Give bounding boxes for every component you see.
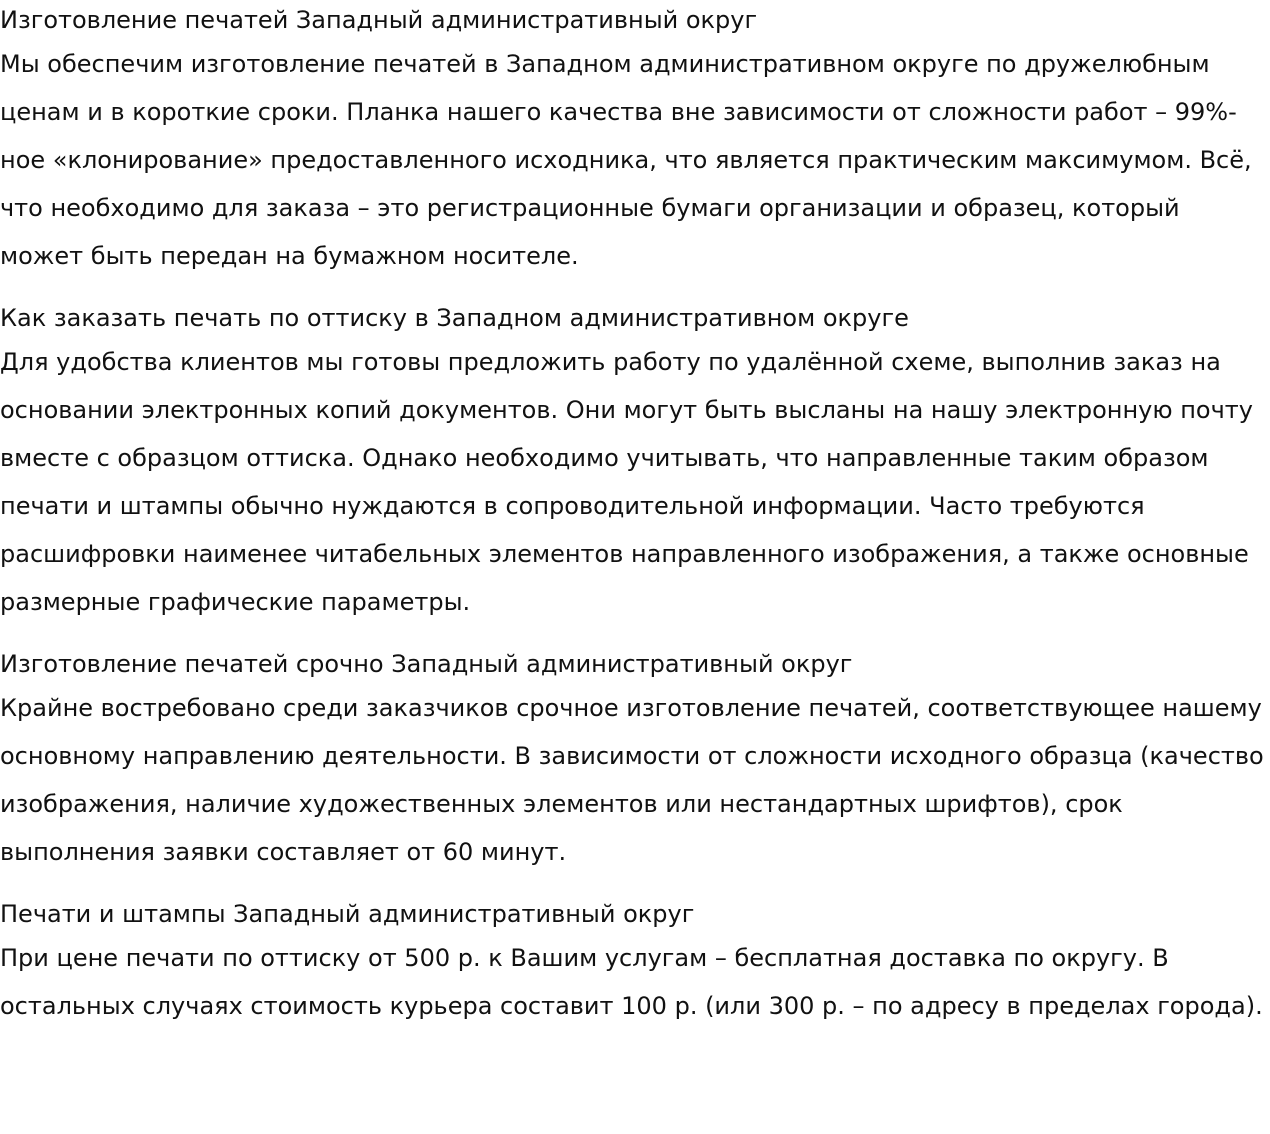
section-paragraph: Для удобства клиентов мы готовы предложить работу по удалённой схеме, выполнив заказ на основании электронных копий документов. Они могут быть высланы на нашу электронную почту вместе с образцом оттиска. Однако необходимо учитывать, что направленные таким образом печати и штампы обычно нуждаются в сопроводительной информации. Часто требуются расшифровки наименее читабельных элементов направленного изображения, а также основные размерные графические параметры. [0, 348, 1253, 616]
section-title: Изготовление печатей срочно Западный административный округ [0, 650, 853, 678]
section-title: Как заказать печать по оттиску в Западном административном округе [0, 304, 909, 332]
section-paragraph: Мы обеспечим изготовление печатей в Западном административном округе по дружелюбным ценам и в короткие сроки. Планка нашего качества вне зависимости от сложности работ – 99%-ное «клонирование» предоставленного исходника, что является практическим максимумом. Всё, что необходимо для заказа – это регистрационные бумаги организации и образец, который может быть передан на бумажном носителе. [0, 50, 1252, 270]
section-title: Печати и штампы Западный административный округ [0, 900, 695, 928]
section-paragraph: Крайне востребовано среди заказчиков срочное изготовление печатей, соответствующее нашему основному направлению деятельности. В зависимости от сложности исходного образца (качество изображения, наличие художественных элементов или нестандартных шрифтов), срок выполнения заявки составляет от 60 минут. [0, 694, 1264, 866]
section-urgent-production [0, 644, 1270, 876]
section-title: Изготовление печатей Западный административный округ [0, 6, 758, 34]
section-paragraph: При цене печати по оттиску от 500 р. к Вашим услугам – бесплатная доставка по округу. В остальных случаях стоимость курьера составит 100 р. (или 300 р. – по адресу в пределах города). [0, 944, 1263, 1020]
section-stamps-delivery [0, 894, 1270, 1030]
section-order-by-imprint [0, 298, 1270, 626]
section-production [0, 0, 1270, 280]
